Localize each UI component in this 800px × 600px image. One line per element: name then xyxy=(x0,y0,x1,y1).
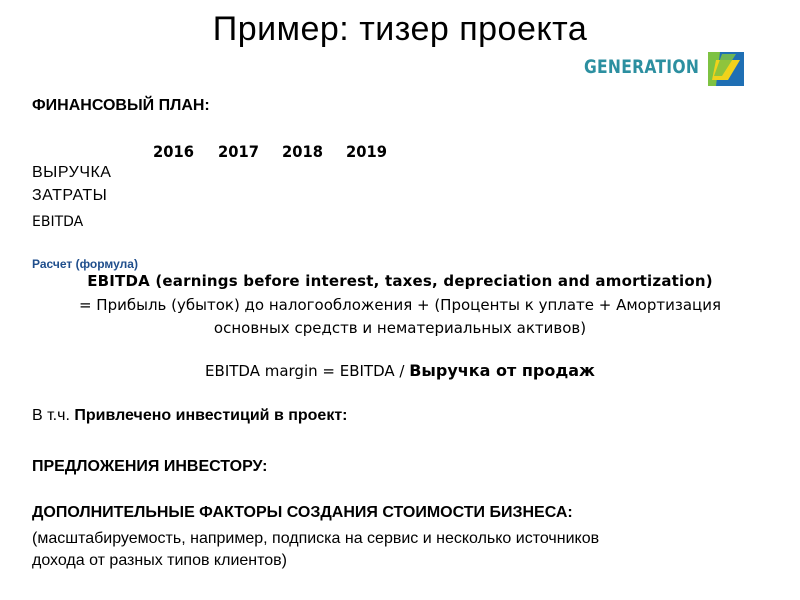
investment-emphasis: Привлечено инвестиций в проект: xyxy=(74,407,348,424)
formula-label: Расчет (формула) xyxy=(32,257,138,271)
row-costs: ЗАТРАТЫ xyxy=(32,187,108,204)
ebitda-formula-line1: = Прибыль (убыток) до налогообложения + (Проценты к уплате + Амортизация xyxy=(78,296,722,314)
margin-prefix: EBITDA margin = EBITDA / xyxy=(205,362,410,380)
row-revenue: ВЫРУЧКА xyxy=(32,164,112,181)
value-factors-note-line1: (масштабируемость, например, подписка на сервис и несколько источников xyxy=(32,530,600,547)
year-2019: 2019 xyxy=(346,142,387,161)
generation-logo xyxy=(584,48,754,90)
ebitda-definition: EBITDA (earnings before interest, taxes, depreciation and amortization) xyxy=(87,272,713,290)
row-ebitda: EBITDA xyxy=(32,214,84,230)
year-2016: 2016 xyxy=(153,142,194,161)
investment-prefix: В т.ч. xyxy=(32,407,75,424)
logo-text: GENERATION xyxy=(584,56,700,78)
year-2018: 2018 xyxy=(282,142,323,161)
value-factors-note-line2: дохода от разных типов клиентов) xyxy=(32,552,287,569)
generation-mark-icon xyxy=(706,50,746,88)
ebitda-formula-line2: основных средств и нематериальных активов) xyxy=(213,319,587,337)
ebitda-margin-formula xyxy=(0,361,800,381)
value-factors-heading: ДОПОЛНИТЕЛЬНЫЕ ФАКТОРЫ СОЗДАНИЯ СТОИМОСТИ БИЗНЕСА: xyxy=(32,504,573,521)
investment-line xyxy=(32,406,348,426)
financial-plan-heading: ФИНАНСОВЫЙ ПЛАН: xyxy=(32,97,210,114)
year-2017: 2017 xyxy=(218,142,259,161)
slide-title: Пример: тизер проекта xyxy=(212,10,588,48)
investor-offers-heading: ПРЕДЛОЖЕНИЯ ИНВЕСТОРУ: xyxy=(32,458,268,475)
margin-emphasis: Выручка от продаж xyxy=(409,361,595,380)
